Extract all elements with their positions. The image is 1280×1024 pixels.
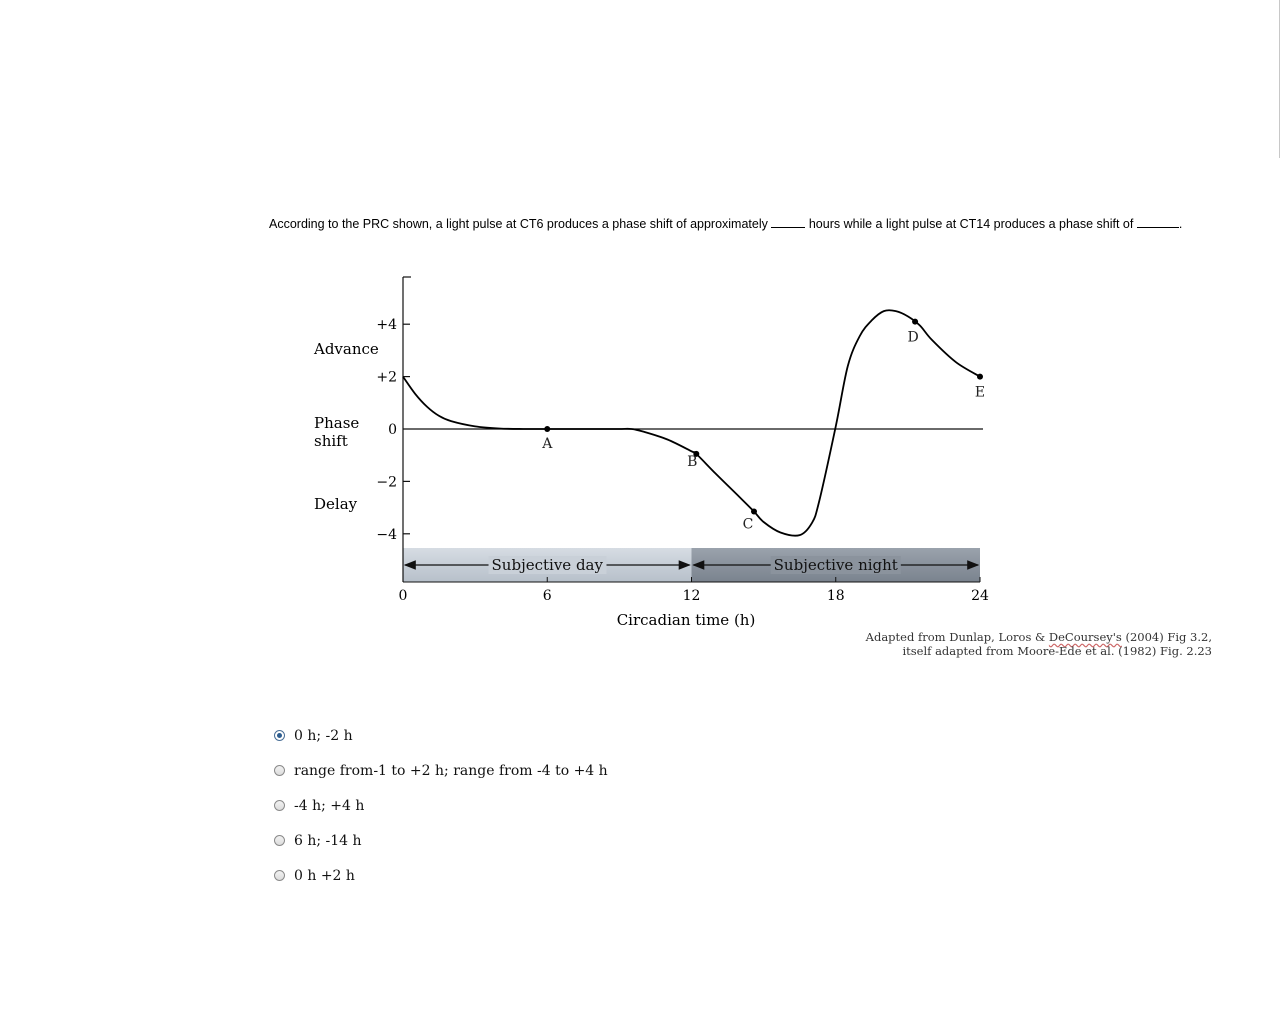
caption-line-2: itself adapted from Moore-Ede et al. (1982) Fig. 2.23 (902, 644, 1212, 658)
point-label-a: A (542, 436, 553, 452)
question-part-1: According to the PRC shown, a light pulse at CT6 produces a phase shift of approximately (269, 217, 768, 231)
caption-line-1 (860, 630, 1212, 644)
band-label: Subjective day (491, 556, 603, 574)
y-tick-label: 0 (388, 422, 397, 438)
option-label-3[interactable]: -4 h; +4 h (294, 797, 365, 814)
band-label: Subjective night (773, 556, 898, 574)
caption-line-1b: DeCoursey's (1048, 630, 1122, 644)
x-tick-label: 18 (826, 588, 845, 604)
y-tick-label: −4 (376, 526, 397, 543)
option-label-1[interactable]: 0 h; -2 h (294, 727, 353, 744)
x-tick-label: 0 (398, 588, 408, 604)
answer-option-5[interactable] (274, 858, 608, 893)
caption-line-1a: Adapted from Dunlap, Loros & (865, 630, 1049, 644)
option-label-4[interactable]: 6 h; -14 h (294, 832, 362, 849)
x-tick-label: 24 (971, 588, 989, 604)
x-axis-title: Circadian time (h) (616, 611, 756, 629)
option-label-5[interactable]: 0 h +2 h (294, 867, 355, 884)
ylabel-delay: Delay (314, 495, 358, 513)
radio-option-4[interactable] (274, 835, 285, 846)
ylabel-shift: shift (314, 432, 348, 450)
point-label-b: B (687, 453, 698, 470)
radio-option-5[interactable] (274, 870, 285, 881)
answer-option-1[interactable] (274, 718, 608, 753)
band-layer (403, 548, 980, 582)
radio-option-2[interactable] (274, 765, 285, 776)
point-layer (541, 319, 985, 533)
curve-layer (403, 310, 980, 535)
radio-option-3[interactable] (274, 800, 285, 811)
point-label-c: C (742, 516, 754, 533)
question-part-2: hours while a light pulse at CT14 produces a phase shift of (808, 217, 1134, 231)
y-tick-label: −2 (376, 474, 397, 491)
answer-blank-2 (1137, 217, 1179, 228)
point-c (751, 509, 757, 515)
point-a (544, 426, 550, 432)
question-part-3: . (1178, 217, 1183, 231)
point-label-e: E (974, 384, 986, 401)
point-label-d: D (907, 329, 919, 346)
option-label-2[interactable]: range from-1 to +2 h; range from -4 to +4 h (294, 762, 608, 779)
prc-chart (300, 262, 1240, 672)
question-text (269, 216, 1259, 232)
prc-curve-line (403, 310, 980, 535)
caption-line-1c: (2004) Fig 3.2, (1121, 630, 1212, 644)
point-d (912, 319, 918, 325)
answer-blank-1 (771, 217, 805, 228)
x-tick-label: 6 (542, 588, 552, 604)
y-tick-label: +2 (376, 369, 397, 386)
y-tick-label: +4 (376, 317, 397, 334)
radio-option-1[interactable] (274, 730, 285, 741)
answer-option-2[interactable] (274, 753, 608, 788)
prc-figure (300, 262, 1240, 672)
point-e (977, 374, 983, 380)
figure-caption (860, 630, 1212, 658)
answer-option-4[interactable] (274, 823, 608, 858)
answer-option-3[interactable] (274, 788, 608, 823)
ylabel-phase: Phase (314, 414, 360, 432)
x-tick-label: 12 (682, 588, 701, 604)
ylabel-advance: Advance (314, 340, 379, 358)
answer-options (274, 718, 608, 893)
